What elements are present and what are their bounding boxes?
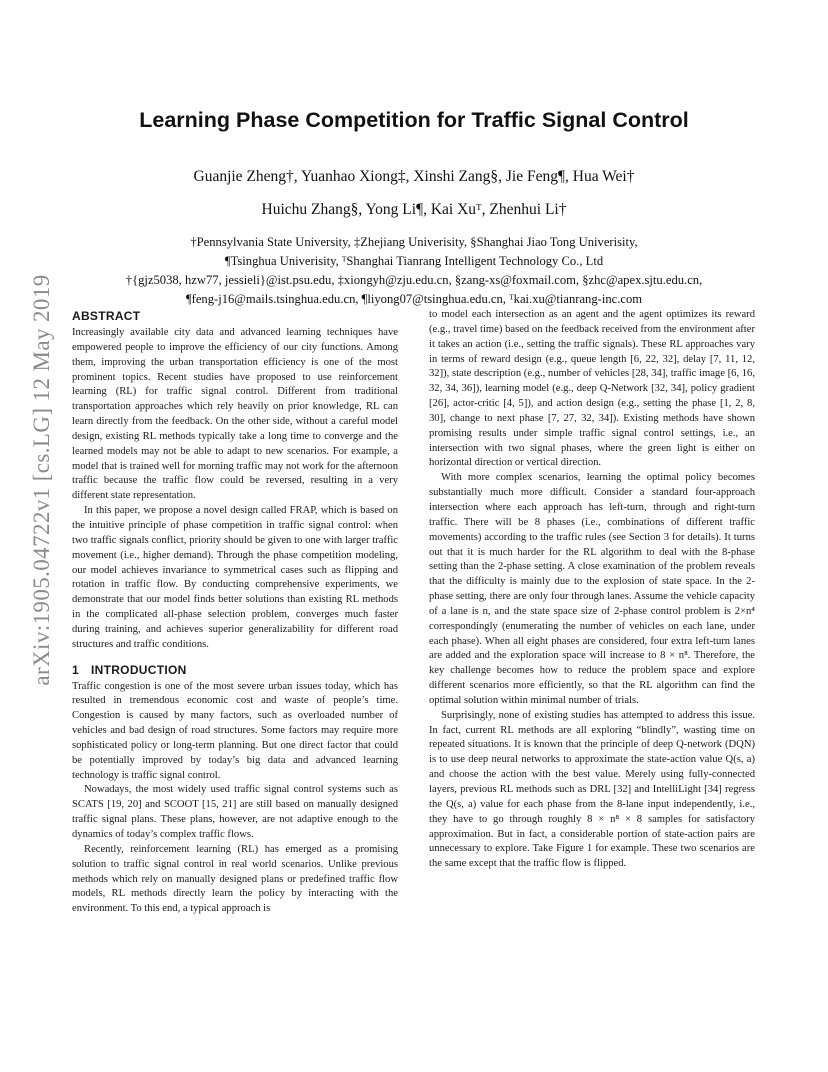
arxiv-sidebar (28, 0, 56, 1072)
section-title: INTRODUCTION (90, 662, 187, 677)
paper-title: Learning Phase Competition for Traffic Signal Control (139, 108, 689, 132)
section-heading (72, 662, 398, 678)
left-column (72, 308, 398, 917)
author-line-2: Huichu Zhang§, Yong Li¶, Kai Xuᵀ, Zhenhui Li† (261, 201, 567, 218)
affiliation-line: †Pennsylvania State University, ‡Zhejiang Univerisity, §Shanghai Jiao Tong Univerisity, (190, 235, 638, 249)
abstract-paragraph: Increasingly available city data and advanced learning techniques have empowered people to improve the efficiency of our city functions. Among them, improving the urban transportation efficiency is one of the most prominent topics. Recent studies have proposed to use reinforcement learning (RL) for traffic signal control. Different from traditional transportation approaches which rely heavily on prior knowledge, RL can learn directly from the feedback. On the other side, without a careful model design, existing RL methods typically take a long time to converge and the learned models may not be able to adapt to new scenarios. For example, a model that is trained well for morning traffic may not work for the afternoon traffic because the traffic flow could be reversed, resulting in a very different state representation. (72, 327, 398, 502)
body-paragraph: Traffic congestion is one of the most severe urban issues today, which has resulted in tremendous economic cost and waste of people’s time. Congestion is caused by many factors, such as overloaded number of vehicles and bad design of road structures. Some factors may require more sophisticated policy or long-term planning. But one direct factor that could be potentially improved by today’s big data and advanced learning technology is traffic signal control. (72, 680, 398, 781)
body-paragraph: Surprisingly, none of existing studies has attempted to address this issue. In fact, current RL methods are all exploring “blindly”, wasting time on repeated situations. It is known that the principle of deep Q-network (DQN) is to use deep neural networks to approximate the state-action value Q(s, a) and choose the action with the best value. Merely using fully-connected layers, previous RL methods such as DRL [32] and IntelliLight [34] regress the Q(s, a) value for each phase from the 8-lane input independently, i.e., they have to go through roughly 8 × n⁸ × 8 samples for satisfactory approximation. But in fact, a considerable portion of state-action pairs are unnecessary to explore. Take Figure 1 for example. These two scenarios are the same except that the traffic flow is flipped. (429, 709, 755, 870)
author-line-1: Guanjie Zheng†, Yuanhao Xiong‡, Xinshi Zang§, Jie Feng¶, Hua Wei† (193, 168, 635, 185)
affiliation-line: ¶Tsinghua Univerisity, ᵀShanghai Tianrang Intelligent Technology Co., Ltd (224, 254, 604, 268)
body-paragraph: to model each intersection as an agent and the agent optimizes its reward (e.g., travel time) based on the feedback received from the environment after it takes an action (i.e., setting the traffic signals). These RL approaches vary in terms of reward design (e.g., queue length [6, 22, 32], delay [7, 11, 12, 32]), state description (e.g., number of vehicles [28, 34], traffic image [6, 16, 32, 34, 36]), learning model (e.g., deep Q-Network [32, 34], policy gradient [26], actor-critic [4, 5]), and action design (e.g., setting the phase [1, 2, 8, 30], change to next phase [7, 27, 32, 34]). Existing methods have shown promising results under simple traffic signal control settings, i.e., an intersection with two signal phases, where the green light is either on horizontal direction or vertical direction. (429, 309, 755, 469)
abstract-heading: ABSTRACT (72, 309, 141, 323)
section-number: 1 (72, 662, 79, 677)
affiliation-line: †{gjz5038, hzw77, jessieli}@ist.psu.edu, ‡xiongyh@zju.edu.cn, §zang-xs@foxmail.com, §zhc@apex.sjtu.edu.cn, (125, 273, 703, 287)
affiliation-line: ¶feng-j16@mails.tsinghua.edu.cn, ¶liyong07@tsinghua.edu.cn, ᵀkai.xu@tianrang-inc.com (185, 292, 643, 306)
arxiv-identifier: arXiv:1905.04722v1 [cs.LG] 12 May 2019 (29, 274, 54, 686)
body-paragraph: With more complex scenarios, learning the optimal policy becomes substantially much more difficult. Consider a standard four-approach intersection where each approach has left-turn, through and right-turn traffic. There will be 8 phases (i.e., combinations of different traffic movements) according to the traffic rules (see Section 3 for details). It turns out that it is much harder for the RL algorithm to deal with the 8-phase setting than the 2-phase setting. A close examination of the problem reveals that the difficulty is mainly due to the explosion of state space. In the 2-phase setting, there are only four through lanes. Assume the vehicle capacity of a lane is n, and the state space size of 2-phase control problem is 2×n⁴ correspondingly (enumerating the number of vehicles on each lane, under each phase). When all eight phases are considered, four extra left-turn lanes are added and the exploration space will increase to 8 × n⁸. Therefore, the key challenge becomes how to reduce the problem space and explore different scenarios more efficiently, so that the RL algorithm can find the optimal solution within minimal number of trials. (429, 472, 755, 706)
body-paragraph: Nowadays, the most widely used traffic signal control systems such as SCATS [19, 20] and SCOOT [15, 21] are still based on manually designed traffic signal plans. These plans, however, are not adaptive enough to the dynamics of today’s complex traffic flows. (72, 784, 398, 840)
right-column (429, 308, 755, 872)
body-paragraph: Recently, reinforcement learning (RL) has emerged as a promising solution to traffic signal control in real world scenarios. Unlike previous methods which rely on manually designed plans or predefined traffic flow models, RL methods directly learn the policy by interacting with the environment. To this end, a typical approach is (72, 843, 398, 915)
abstract-paragraph: In this paper, we propose a novel design called FRAP, which is based on the intuitive principle of phase competition in traffic signal control: when two traffic signals conflict, priority should be given to one with larger traffic movement (i.e., higher demand). Through the phase competition modeling, our model achieves invariance to symmetrical cases such as flipping and rotation in traffic flow. By conducting comprehensive experiments, we demonstrate that our model finds better solutions than existing RL methods in the complicated all-phase selection problem, converges much faster during training, and achieves superior generalizability for different road structures and traffic conditions. (72, 505, 398, 650)
